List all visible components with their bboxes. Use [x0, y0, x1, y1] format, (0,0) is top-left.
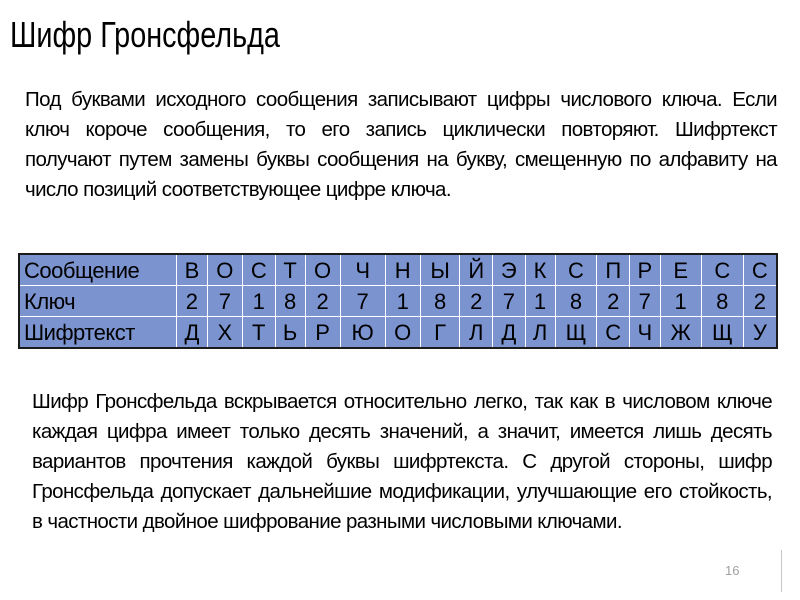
row-label: Шифртекст — [19, 317, 177, 349]
table-cell: 8 — [275, 286, 305, 317]
table-cell: 8 — [555, 286, 597, 317]
table-cell: О — [207, 254, 242, 286]
table-cell: Ы — [420, 254, 460, 286]
table-cell: Т — [275, 254, 305, 286]
table-cell: 8 — [701, 286, 743, 317]
table-cell: 2 — [597, 286, 630, 317]
row-label: Ключ — [19, 286, 177, 317]
table-cell: Й — [460, 254, 493, 286]
table-cell: Х — [207, 317, 242, 349]
table-cell: 1 — [242, 286, 275, 317]
table-cell: Д — [493, 317, 526, 349]
table-cell: Щ — [555, 317, 597, 349]
message-row — [19, 254, 777, 286]
table-cell: 7 — [493, 286, 526, 317]
cipher-table — [18, 253, 778, 349]
table-cell: 8 — [420, 286, 460, 317]
table-cell: 7 — [340, 286, 385, 317]
table-cell: О — [385, 317, 420, 349]
table-cell: Ч — [630, 317, 660, 349]
table-cell: Э — [493, 254, 526, 286]
table-cell: 2 — [743, 286, 777, 317]
table-cell: Д — [177, 317, 208, 349]
table-cell: О — [305, 254, 340, 286]
intro-paragraph: Под буквами исходного сообщения записывают цифры числового ключа. Если ключ короче сообщения, то его запись циклически повторяют. Шифртекст получают путем замены буквы сообщения на букву, смещенную по алфавиту на число позиций соответствующее цифре ключа. — [25, 88, 777, 201]
ciphertext-row — [19, 317, 777, 349]
table-cell: 7 — [207, 286, 242, 317]
table-cell: Р — [630, 254, 660, 286]
table-cell: Е — [660, 254, 701, 286]
table-cell: Н — [385, 254, 420, 286]
table-cell: С — [743, 254, 777, 286]
table-cell: Щ — [701, 317, 743, 349]
page-number: 16 — [725, 563, 740, 578]
table-cell: Г — [420, 317, 460, 349]
table-cell: П — [597, 254, 630, 286]
table-cell: С — [242, 254, 275, 286]
key-row — [19, 286, 777, 317]
table-cell: 2 — [177, 286, 208, 317]
conclusion-paragraph: Шифр Гронсфельда вскрывается относительно легко, так как в числовом ключе каждая цифра имеет только десять значений, а значит, имеется лишь десять вариантов прочтения каждой буквы шифртекста. С другой стороны, шифр Гронсфельда допускает дальнейшие модификации, улучшающие его стойкость, в частности двойное шифрование разными числовыми ключами. — [32, 390, 772, 533]
table-cell: 1 — [660, 286, 701, 317]
table-cell: Ч — [340, 254, 385, 286]
table-cell: Ж — [660, 317, 701, 349]
table-cell: 1 — [525, 286, 555, 317]
table-cell: Ь — [275, 317, 305, 349]
table-cell: С — [597, 317, 630, 349]
table-cell: 7 — [630, 286, 660, 317]
page-number-divider — [781, 550, 782, 592]
table-cell: С — [555, 254, 597, 286]
table-cell: У — [743, 317, 777, 349]
table-cell: 1 — [385, 286, 420, 317]
table-cell: В — [177, 254, 208, 286]
table-cell: Р — [305, 317, 340, 349]
slide-title: Шифр Гронсфельда — [10, 14, 280, 55]
table-cell: Ю — [340, 317, 385, 349]
table-cell: Т — [242, 317, 275, 349]
table-cell: 2 — [460, 286, 493, 317]
table-cell: С — [701, 254, 743, 286]
table-cell: Л — [525, 317, 555, 349]
table-cell: Л — [460, 317, 493, 349]
table-cell: 2 — [305, 286, 340, 317]
table-cell: К — [525, 254, 555, 286]
row-label: Сообщение — [19, 254, 177, 286]
